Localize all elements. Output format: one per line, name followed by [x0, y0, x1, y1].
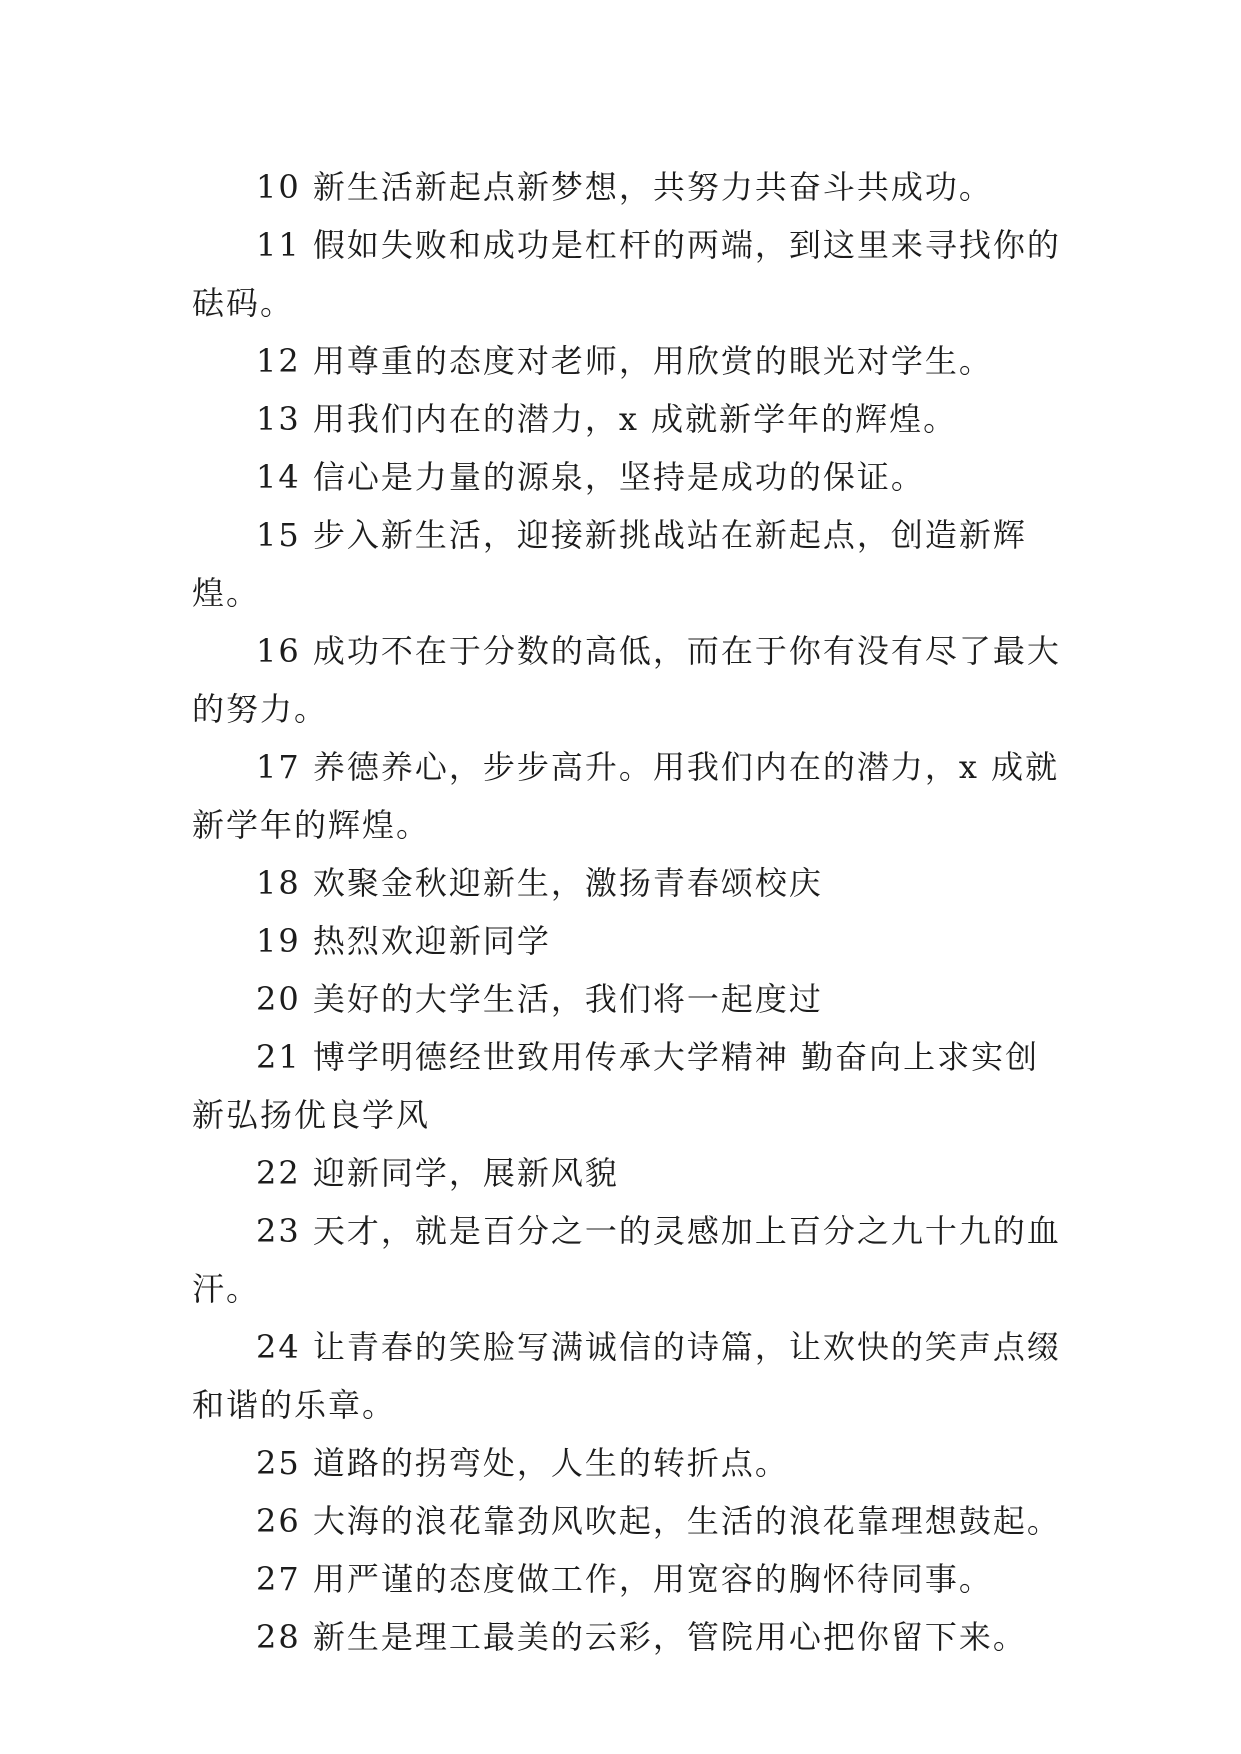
paragraph-10: 10 新生活新起点新梦想，共努力共奋斗共成功。	[256, 168, 993, 206]
paragraph-28: 28 新生是理工最美的云彩，管院用心把你留下来。	[256, 1618, 1027, 1656]
paragraph-17: 17 养德养心，步步高升。用我们内在的潜力，x 成就新学年的辉煌。	[192, 748, 1060, 844]
paragraph-13: 13 用我们内在的潜力，x 成就新学年的辉煌。	[256, 400, 958, 438]
paragraph-20: 20 美好的大学生活，我们将一起度过	[256, 980, 823, 1018]
paragraph-26: 26 大海的浪花靠劲风吹起，生活的浪花靠理想鼓起。	[256, 1502, 1061, 1540]
paragraph-15: 15 步入新生活，迎接新挑战站在新起点，创造新辉煌。	[192, 516, 1027, 612]
paragraph-19: 19 热烈欢迎新同学	[256, 922, 551, 960]
paragraph-11: 11 假如失败和成功是杠杆的两端，到这里来寻找你的砝码。	[192, 226, 1061, 322]
document-body	[192, 158, 1062, 1666]
paragraph-16: 16 成功不在于分数的高低，而在于你有没有尽了最大的努力。	[192, 632, 1061, 728]
paragraph-27: 27 用严谨的态度做工作，用宽容的胸怀待同事。	[256, 1560, 993, 1598]
paragraph-12: 12 用尊重的态度对老师，用欣赏的眼光对学生。	[256, 342, 993, 380]
paragraph-25: 25 道路的拐弯处，人生的转折点。	[256, 1444, 789, 1482]
paragraph-22: 22 迎新同学，展新风貌	[256, 1154, 619, 1192]
paragraph-23: 23 天才，就是百分之一的灵感加上百分之九十九的血汗。	[192, 1212, 1061, 1308]
paragraph-21: 21 博学明德经世致用传承大学精神 勤奋向上求实创新弘扬优良学风	[192, 1038, 1040, 1134]
paragraph-24: 24 让青春的笑脸写满诚信的诗篇，让欢快的笑声点缀和谐的乐章。	[192, 1328, 1061, 1424]
paragraph-18: 18 欢聚金秋迎新生，激扬青春颂校庆	[256, 864, 823, 902]
paragraph-14: 14 信心是力量的源泉，坚持是成功的保证。	[256, 458, 925, 496]
